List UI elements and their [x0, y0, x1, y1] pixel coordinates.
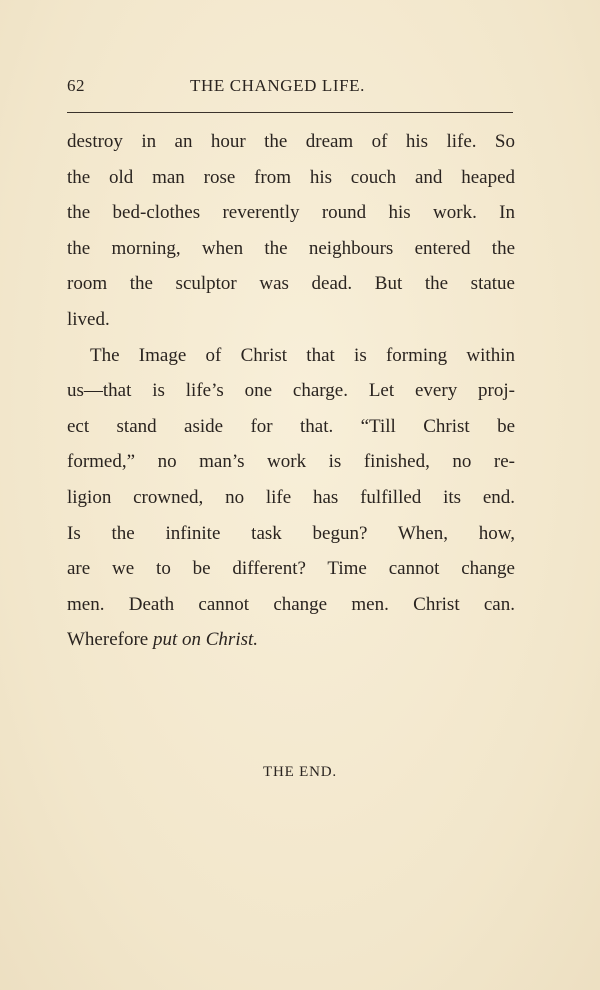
running-title: THE CHANGED LIFE. — [190, 76, 365, 95]
text-line: formed,” no man’s work is finished, no re- — [67, 451, 515, 473]
body-text — [67, 124, 515, 658]
final-line — [67, 622, 515, 658]
page-header — [67, 72, 515, 102]
text-line: The Image of Christ that is forming within — [90, 344, 515, 366]
text-line: destroy in an hour the dream of his life. So — [67, 131, 515, 152]
text-line: men. Death cannot change men. Christ can. — [67, 593, 515, 615]
text-line: the old man rose from his couch and heaped — [67, 166, 515, 188]
text-line: Is the infinite task begun? When, how, — [67, 522, 515, 544]
final-line-lead: Wherefore — [67, 629, 153, 651]
text-line: us—that is life’s one charge. Let every proj- — [67, 380, 515, 402]
page-number: 62 — [67, 76, 85, 95]
header-rule — [67, 112, 513, 113]
text-line: room the sculptor was dead. But the statue — [67, 273, 515, 295]
final-line-emphasis: put on Christ. — [152, 629, 259, 651]
text-line: are we to be different? Time cannot change — [67, 558, 515, 580]
text-line: the morning, when the neighbours entered the — [67, 237, 515, 259]
text-line: lived. — [67, 308, 110, 330]
text-line: the bed-clothes reverently round his work. In — [67, 202, 515, 224]
text-line: ligion crowned, no life has fulfilled its end. — [67, 486, 515, 508]
the-end: THE END. — [263, 764, 337, 780]
text-line: ect stand aside for that. “Till Christ be — [67, 415, 515, 437]
